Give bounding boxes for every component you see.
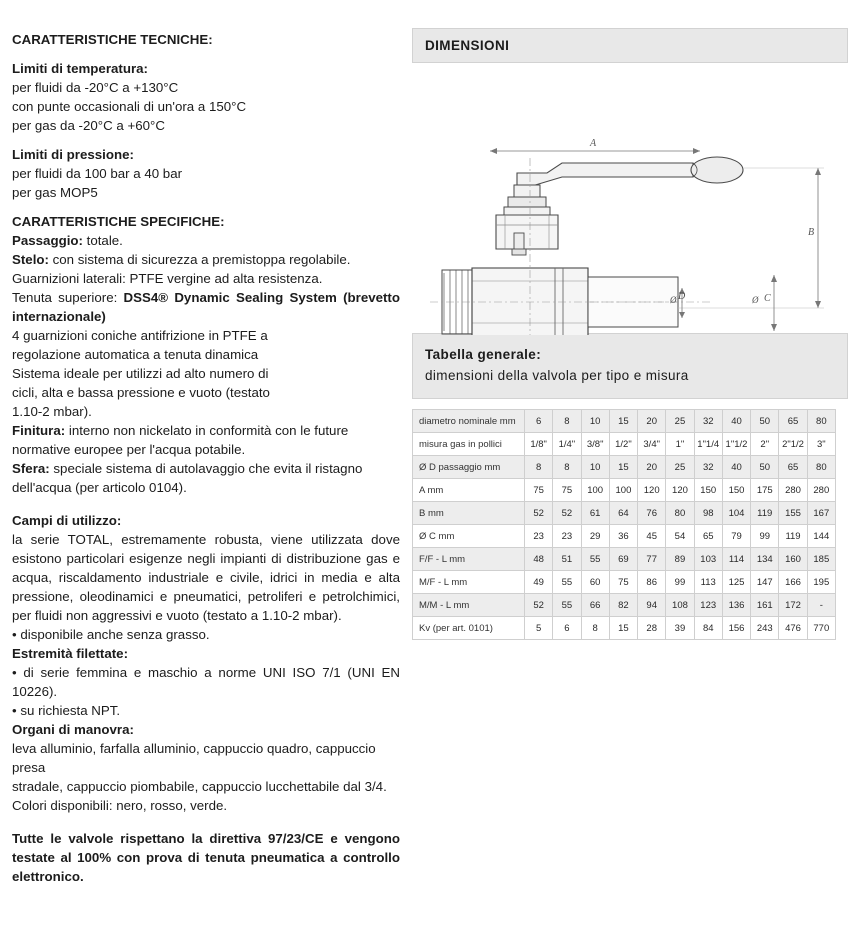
cell: 76 bbox=[638, 502, 666, 525]
cell: 476 bbox=[779, 617, 807, 640]
stelo-label: Stelo: bbox=[12, 252, 49, 267]
row-header: F/F - L mm bbox=[413, 548, 525, 571]
cell: 150 bbox=[694, 479, 722, 502]
cell: 36 bbox=[609, 525, 637, 548]
cell: 32 bbox=[694, 456, 722, 479]
cell: 98 bbox=[694, 502, 722, 525]
cell: 104 bbox=[722, 502, 750, 525]
cell: 99 bbox=[666, 571, 694, 594]
cell: 147 bbox=[751, 571, 779, 594]
tenuta-dss4: DSS4® Dynamic Sealing System (brevetto internazionale) bbox=[12, 290, 400, 324]
sfera-value: speciale sistema di autolavaggio che evita il ristagno dell'acqua (per articolo 0104). bbox=[12, 461, 363, 495]
cell: 77 bbox=[638, 548, 666, 571]
table-row bbox=[413, 502, 836, 525]
cell: 144 bbox=[807, 525, 835, 548]
campi-utilizzo-bullet: • disponibile anche senza grasso. bbox=[12, 627, 210, 642]
cell: 114 bbox=[722, 548, 750, 571]
cell: 80 bbox=[666, 502, 694, 525]
organi-manovra-text-1: leva alluminio, farfalla alluminio, cappuccio quadro, cappuccio presa bbox=[12, 741, 376, 775]
cell: 108 bbox=[666, 594, 694, 617]
cell: 99 bbox=[751, 525, 779, 548]
pressione-line-1: per fluidi da 100 bar a 40 bar bbox=[12, 166, 183, 181]
svg-text:Ø: Ø bbox=[752, 295, 759, 305]
cell: 172 bbox=[779, 594, 807, 617]
passaggio-value: totale. bbox=[82, 233, 123, 248]
cell: 8 bbox=[553, 410, 581, 433]
cell: 8 bbox=[581, 617, 609, 640]
cell: 6 bbox=[553, 617, 581, 640]
cell: 65 bbox=[694, 525, 722, 548]
cell: 136 bbox=[722, 594, 750, 617]
cell: 25 bbox=[666, 410, 694, 433]
cell: 52 bbox=[525, 594, 553, 617]
cell: 8 bbox=[525, 456, 553, 479]
cell: 75 bbox=[553, 479, 581, 502]
table-row bbox=[413, 525, 836, 548]
cell: 185 bbox=[807, 548, 835, 571]
tabella-generale-subtitle: dimensioni della valvola per tipo e misura bbox=[425, 368, 689, 383]
cell: 23 bbox=[525, 525, 553, 548]
cell: 51 bbox=[553, 548, 581, 571]
valve-drawing-svg bbox=[412, 63, 848, 335]
cell: 1"1/4 bbox=[694, 433, 722, 456]
row-header: Kv (per art. 0101) bbox=[413, 617, 525, 640]
tabella-generale-title: Tabella generale: bbox=[425, 347, 542, 362]
cell: 3/8" bbox=[581, 433, 609, 456]
table-row bbox=[413, 433, 836, 456]
estremita-bullet-2: • su richiesta NPT. bbox=[12, 703, 121, 718]
cell: 156 bbox=[722, 617, 750, 640]
cell: 120 bbox=[638, 479, 666, 502]
row-header: M/M - L mm bbox=[413, 594, 525, 617]
cell: 15 bbox=[609, 410, 637, 433]
finitura-row bbox=[12, 421, 400, 459]
colori-disponibili: Colori disponibili: nero, rosso, verde. bbox=[12, 798, 228, 813]
cell: 103 bbox=[694, 548, 722, 571]
cell: 50 bbox=[751, 456, 779, 479]
cell: 1/8" bbox=[525, 433, 553, 456]
dss-line-1: 4 guarnizioni coniche antifrizione in PTFE a bbox=[12, 328, 268, 343]
cell: 5 bbox=[525, 617, 553, 640]
dss-line-2: regolazione automatica a tenuta dinamica bbox=[12, 347, 259, 362]
cell: 100 bbox=[581, 479, 609, 502]
dss-line-4: cicli, alta e bassa pressione e vuoto (testato bbox=[12, 385, 270, 400]
cell: 1/2" bbox=[609, 433, 637, 456]
campi-utilizzo-text: la serie TOTAL, estremamente robusta, viene utilizzata dove esistono particolari esigenze negli impianti di distribuzione gas e acqua, riscaldamento industriale e civile, idrici in media e alta pressione, oleodinamici e pneumatici, petroliferi e petrolchimici, per fluidi non aggressivi e vuoto (testato a 1.10-2 mbar). bbox=[12, 532, 400, 623]
cell: 1"1/2 bbox=[722, 433, 750, 456]
cell: 280 bbox=[807, 479, 835, 502]
cell: 1/4" bbox=[553, 433, 581, 456]
cell: 243 bbox=[751, 617, 779, 640]
table-row bbox=[413, 617, 836, 640]
stelo-value: con sistema di sicurezza a premistoppa regolabile. bbox=[48, 252, 351, 267]
tenuta-prefix: Tenuta superiore: bbox=[12, 290, 124, 305]
cell: 75 bbox=[525, 479, 553, 502]
cell: 20 bbox=[638, 410, 666, 433]
cell: 79 bbox=[722, 525, 750, 548]
cell: 15 bbox=[609, 617, 637, 640]
cell: 45 bbox=[638, 525, 666, 548]
pressione-line-2: per gas MOP5 bbox=[12, 185, 98, 200]
valve-technical-drawing bbox=[412, 63, 848, 333]
tenuta-superiore-row bbox=[12, 288, 400, 326]
cell: 134 bbox=[751, 548, 779, 571]
temperatura-line-3: per gas da -20°C a +60°C bbox=[12, 118, 165, 133]
footer-note: Tutte le valvole rispettano la direttiva 97/23/CE e vengono testate al 100% con prova di tenuta pneumatica a controllo elettronico. bbox=[12, 831, 400, 884]
sfera-row bbox=[12, 459, 400, 497]
cell: 39 bbox=[666, 617, 694, 640]
finitura-label: Finitura: bbox=[12, 423, 66, 438]
finitura-value: interno non nickelato in conformità con le future normative europee per l'acqua potabile. bbox=[12, 423, 349, 457]
cell: 69 bbox=[609, 548, 637, 571]
cell: - bbox=[807, 594, 835, 617]
cell: 175 bbox=[751, 479, 779, 502]
cell: 80 bbox=[807, 456, 835, 479]
subtitle-temperatura: Limiti di temperatura: bbox=[12, 61, 148, 76]
dimensions-column bbox=[412, 0, 848, 640]
cell: 161 bbox=[751, 594, 779, 617]
cell: 64 bbox=[609, 502, 637, 525]
dimensioni-header: DIMENSIONI bbox=[412, 28, 848, 63]
cell: 123 bbox=[694, 594, 722, 617]
row-header: Ø C mm bbox=[413, 525, 525, 548]
row-header: M/F - L mm bbox=[413, 571, 525, 594]
temperatura-line-1: per fluidi da -20°C a +130°C bbox=[12, 80, 179, 95]
cell: 52 bbox=[553, 502, 581, 525]
cell: 6 bbox=[525, 410, 553, 433]
cell: 166 bbox=[779, 571, 807, 594]
row-header: A mm bbox=[413, 479, 525, 502]
cell: 125 bbox=[722, 571, 750, 594]
cell: 29 bbox=[581, 525, 609, 548]
cell: 10 bbox=[581, 456, 609, 479]
svg-text:C: C bbox=[764, 293, 771, 304]
cell: 120 bbox=[666, 479, 694, 502]
row-header: Ø D passaggio mm bbox=[413, 456, 525, 479]
dss-line-5: 1.10-2 mbar). bbox=[12, 404, 92, 419]
cell: 86 bbox=[638, 571, 666, 594]
cell: 119 bbox=[751, 502, 779, 525]
dss-line-3: Sistema ideale per utilizzi ad alto numero di bbox=[12, 366, 269, 381]
cell: 23 bbox=[553, 525, 581, 548]
cell: 119 bbox=[779, 525, 807, 548]
svg-text:B: B bbox=[808, 227, 815, 238]
section-title-tecniche: CARATTERISTICHE TECNICHE: bbox=[12, 32, 213, 47]
cell: 89 bbox=[666, 548, 694, 571]
svg-text:A: A bbox=[590, 138, 597, 149]
cell: 84 bbox=[694, 617, 722, 640]
cell: 160 bbox=[779, 548, 807, 571]
row-header: diametro nominale mm bbox=[413, 410, 525, 433]
cell: 3/4" bbox=[638, 433, 666, 456]
cell: 150 bbox=[722, 479, 750, 502]
cell: 40 bbox=[722, 410, 750, 433]
cell: 10 bbox=[581, 410, 609, 433]
passaggio-row bbox=[12, 231, 400, 250]
cell: 66 bbox=[581, 594, 609, 617]
cell: 3" bbox=[807, 433, 835, 456]
temperatura-line-2: con punte occasionali di un'ora a 150°C bbox=[12, 99, 247, 114]
svg-text:D: D bbox=[678, 291, 686, 302]
cell: 28 bbox=[638, 617, 666, 640]
cell: 55 bbox=[581, 548, 609, 571]
cell: 25 bbox=[666, 456, 694, 479]
organi-manovra-text-2: stradale, cappuccio piombabile, cappuccio lucchettabile dal 3/4. bbox=[12, 779, 387, 794]
table-row bbox=[413, 548, 836, 571]
section-title-specifiche: CARATTERISTICHE SPECIFICHE: bbox=[12, 214, 225, 229]
table-row bbox=[413, 456, 836, 479]
subtitle-campi-utilizzo: Campi di utilizzo: bbox=[12, 513, 122, 528]
cell: 15 bbox=[609, 456, 637, 479]
cell: 195 bbox=[807, 571, 835, 594]
cell: 82 bbox=[609, 594, 637, 617]
cell: 52 bbox=[525, 502, 553, 525]
cell: 100 bbox=[609, 479, 637, 502]
cell: 60 bbox=[581, 571, 609, 594]
cell: 1" bbox=[666, 433, 694, 456]
cell: 55 bbox=[553, 571, 581, 594]
cell: 8 bbox=[553, 456, 581, 479]
table-row bbox=[413, 479, 836, 502]
estremita-bullet-1: • di serie femmina e maschio a norme UNI ISO 7/1 (UNI EN 10226). bbox=[12, 665, 400, 699]
cell: 49 bbox=[525, 571, 553, 594]
cell: 65 bbox=[779, 456, 807, 479]
cell: 167 bbox=[807, 502, 835, 525]
row-header: B mm bbox=[413, 502, 525, 525]
cell: 54 bbox=[666, 525, 694, 548]
cell: 50 bbox=[751, 410, 779, 433]
table-row bbox=[413, 571, 836, 594]
cell: 48 bbox=[525, 548, 553, 571]
cell: 155 bbox=[779, 502, 807, 525]
row-header: misura gas in pollici bbox=[413, 433, 525, 456]
guarnizioni-laterali: Guarnizioni laterali: PTFE vergine ad alta resistenza. bbox=[12, 271, 323, 286]
tabella-generale-header bbox=[412, 333, 848, 399]
cell: 65 bbox=[779, 410, 807, 433]
table-row bbox=[413, 594, 836, 617]
subtitle-estremita-filettate: Estremità filettate: bbox=[12, 646, 129, 661]
sfera-label: Sfera: bbox=[12, 461, 50, 476]
cell: 55 bbox=[553, 594, 581, 617]
subtitle-pressione: Limiti di pressione: bbox=[12, 147, 134, 162]
cell: 80 bbox=[807, 410, 835, 433]
cell: 75 bbox=[609, 571, 637, 594]
cell: 770 bbox=[807, 617, 835, 640]
cell: 280 bbox=[779, 479, 807, 502]
cell: 113 bbox=[694, 571, 722, 594]
subtitle-organi-manovra: Organi di manovra: bbox=[12, 722, 134, 737]
cell: 32 bbox=[694, 410, 722, 433]
table-row bbox=[413, 410, 836, 433]
cell: 2" bbox=[751, 433, 779, 456]
svg-text:Ø: Ø bbox=[670, 295, 677, 305]
cell: 94 bbox=[638, 594, 666, 617]
passaggio-label: Passaggio: bbox=[12, 233, 83, 248]
cell: 20 bbox=[638, 456, 666, 479]
cell: 40 bbox=[722, 456, 750, 479]
cell: 61 bbox=[581, 502, 609, 525]
stelo-row bbox=[12, 250, 400, 269]
technical-text-column bbox=[0, 0, 410, 886]
general-dimensions-table bbox=[412, 409, 836, 640]
cell: 2"1/2 bbox=[779, 433, 807, 456]
